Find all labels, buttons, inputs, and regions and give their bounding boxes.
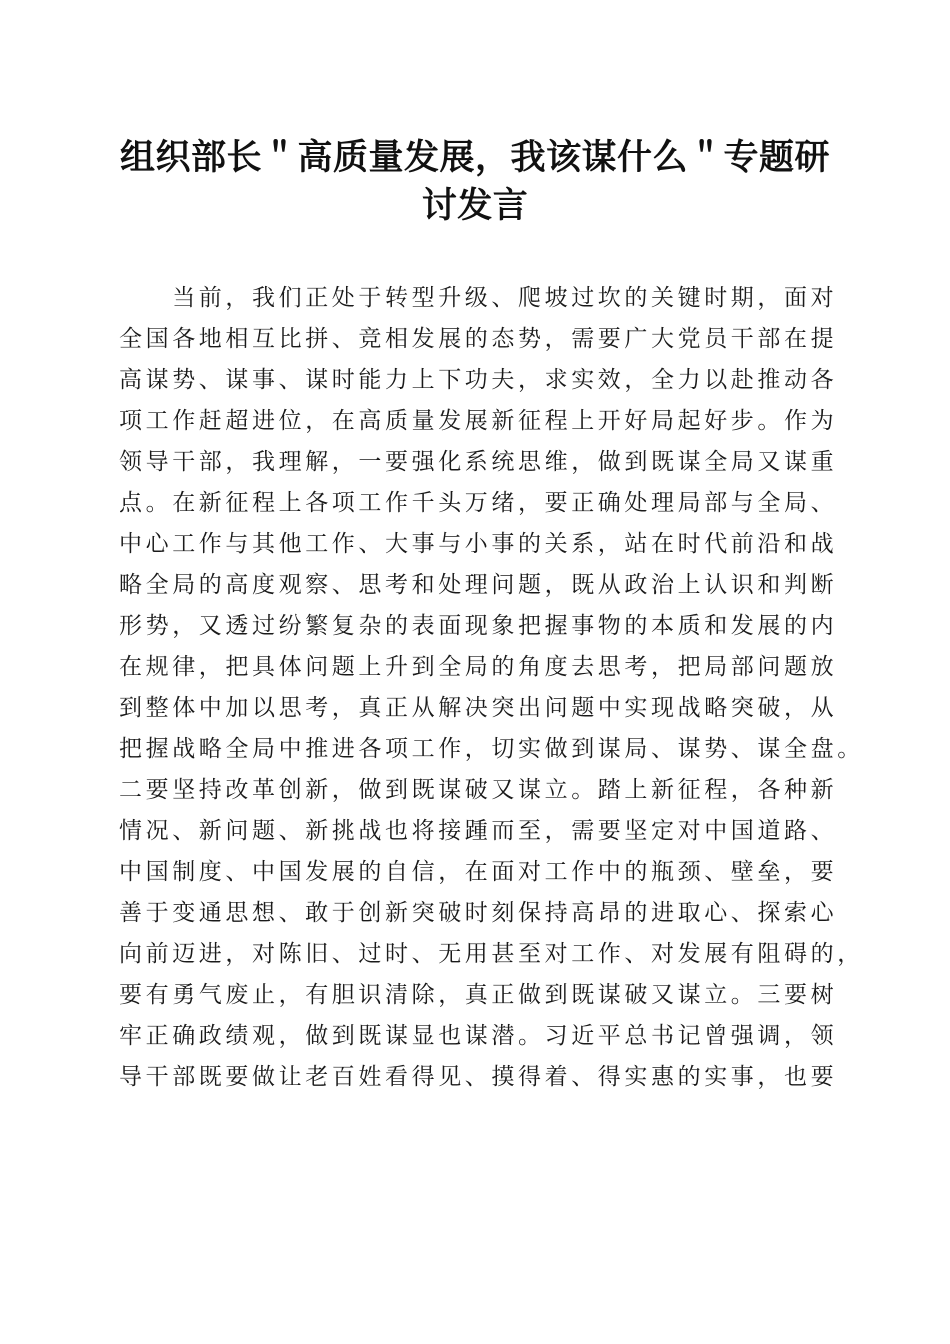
text-line: 情况、新问题、新挑战也将接踵而至，需要坚定对中国道路、 [119, 818, 838, 844]
text-line: 向前迈进，对陈旧、过时、无用甚至对工作、对发展有阻碍的， [119, 941, 864, 967]
text-line: 形势，又透过纷繁复杂的表面现象把握事物的本质和发展的内 [119, 613, 838, 639]
body-paragraph [119, 278, 864, 1098]
text-line: 要有勇气废止，有胆识清除，真正做到既谋破又谋立。三要树 [119, 982, 838, 1008]
text-line: 在规律，把具体问题上升到全局的角度去思考，把局部问题放 [119, 654, 838, 680]
title-line-2: 讨发言 [421, 185, 529, 226]
title-line-1: 组织部长＂高质量发展，我该谋什么＂专题研 [119, 137, 830, 178]
text-line: 略全局的高度观察、思考和处理问题，既从政治上认识和判断 [119, 572, 838, 598]
text-line: 到整体中加以思考，真正从解决突出问题中实现战略突破，从 [119, 695, 838, 721]
text-line: 二要坚持改革创新，做到既谋破又谋立。踏上新征程，各种新 [119, 777, 838, 803]
text-line: 当前，我们正处于转型升级、爬坡过坎的关键时期，面对 [119, 285, 838, 311]
text-line: 高谋势、谋事、谋时能力上下功夫，求实效，全力以赴推动各 [119, 367, 838, 393]
text-line: 牢正确政绩观，做到既谋显也谋潜。习近平总书记曾强调，领 [119, 1023, 838, 1049]
text-line: 中心工作与其他工作、大事与小事的关系，站在时代前沿和战 [119, 531, 838, 557]
document-title [100, 134, 850, 230]
text-line: 领导干部，我理解，一要强化系统思维，做到既谋全局又谋重 [119, 449, 838, 475]
text-line: 中国制度、中国发展的自信，在面对工作中的瓶颈、壁垒，要 [119, 859, 838, 885]
text-line: 把握战略全局中推进各项工作，切实做到谋局、谋势、谋全盘。 [119, 736, 864, 762]
text-line: 项工作赶超进位，在高质量发展新征程上开好局起好步。作为 [119, 408, 838, 434]
text-line: 导干部既要做让老百姓看得见、摸得着、得实惠的实事，也要 [119, 1064, 838, 1090]
text-line: 点。在新征程上各项工作千头万绪，要正确处理局部与全局、 [119, 490, 838, 516]
text-line: 全国各地相互比拼、竞相发展的态势，需要广大党员干部在提 [119, 326, 838, 352]
text-line: 善于变通思想、敢于创新突破时刻保持高昂的进取心、探索心 [119, 900, 838, 926]
